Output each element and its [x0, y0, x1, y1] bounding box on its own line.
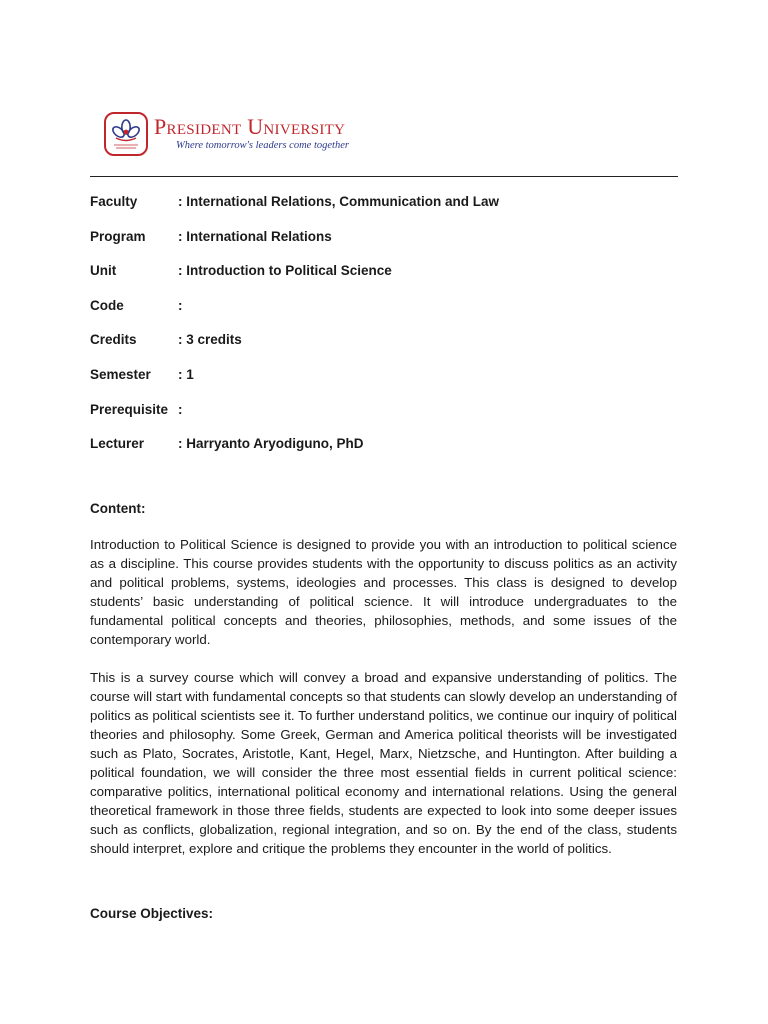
info-value: : 3 credits [178, 332, 242, 348]
university-tagline: Where tomorrow's leaders come together [176, 140, 349, 151]
info-row-semester [90, 367, 680, 402]
info-label: Prerequisite [90, 401, 169, 417]
info-row-unit [90, 263, 680, 298]
info-row-lecturer [90, 436, 680, 471]
info-label: Faculty [90, 194, 138, 209]
info-value: : International Relations [178, 228, 332, 244]
content-paragraph-1: Introduction to Political Science is designed to provide you with an introduction to political science as a discipline. This course provides students with the opportunity to discuss politics as an activity and political problems, systems, ideologies and processes. This class is designed to develop students’ basic understanding of political science. It will introduce undergraduates to the fundamental political concepts and theories, philosophies, methods, and some issues of the contemporary world. [90, 537, 677, 647]
info-row-credits [90, 332, 680, 367]
course-objectives-heading: Course Objectives: [90, 906, 214, 921]
university-emblem-icon [104, 112, 148, 156]
info-label: Unit [90, 263, 117, 279]
info-row-prerequisite [90, 402, 680, 437]
info-value: : 1 [178, 366, 194, 382]
university-logo [104, 112, 404, 160]
info-label: Credits [90, 332, 137, 348]
info-row-faculty [90, 194, 680, 229]
info-value: : Introduction to Political Science [178, 263, 392, 279]
content-paragraph-2: This is a survey course which will convey a broad and expansive understanding of politics. The course will start with fundamental concepts so that students can slowly develop an understanding of politics as political scientists see it. To further understand politics, we continue our inquiry of political theories and philosophy. Some Greek, German and America political theorists will be investigated such as Plato, Socrates, Aristotle, Kant, Hegel, Marx, Nietzsche, and Huntington. After building a political foundation, we will consider the three most essential fields in current political science: comparative politics, international political economy and international relations. Using the general theoretical framework in those three fields, students are expected to look into some deeper issues such as conflicts, globalization, regional integration, and so on. By the end of the class, students should interpret, explore and critique the problems they encounter in the world of politics. [90, 670, 677, 856]
content-heading: Content: [90, 501, 146, 516]
info-label: Semester [90, 366, 151, 382]
header-divider [90, 176, 678, 177]
info-row-program [90, 229, 680, 264]
info-value: : [178, 401, 183, 417]
university-name: President University [154, 114, 346, 139]
info-label: Code [90, 297, 124, 313]
info-value: : [178, 297, 183, 313]
info-label: Lecturer [90, 436, 145, 452]
course-info-table [90, 194, 680, 471]
info-value: : International Relations, Communication and Law [178, 194, 500, 209]
info-label: Program [90, 228, 146, 244]
info-row-code [90, 298, 680, 333]
info-value: : Harryanto Aryodiguno, PhD [178, 436, 364, 452]
